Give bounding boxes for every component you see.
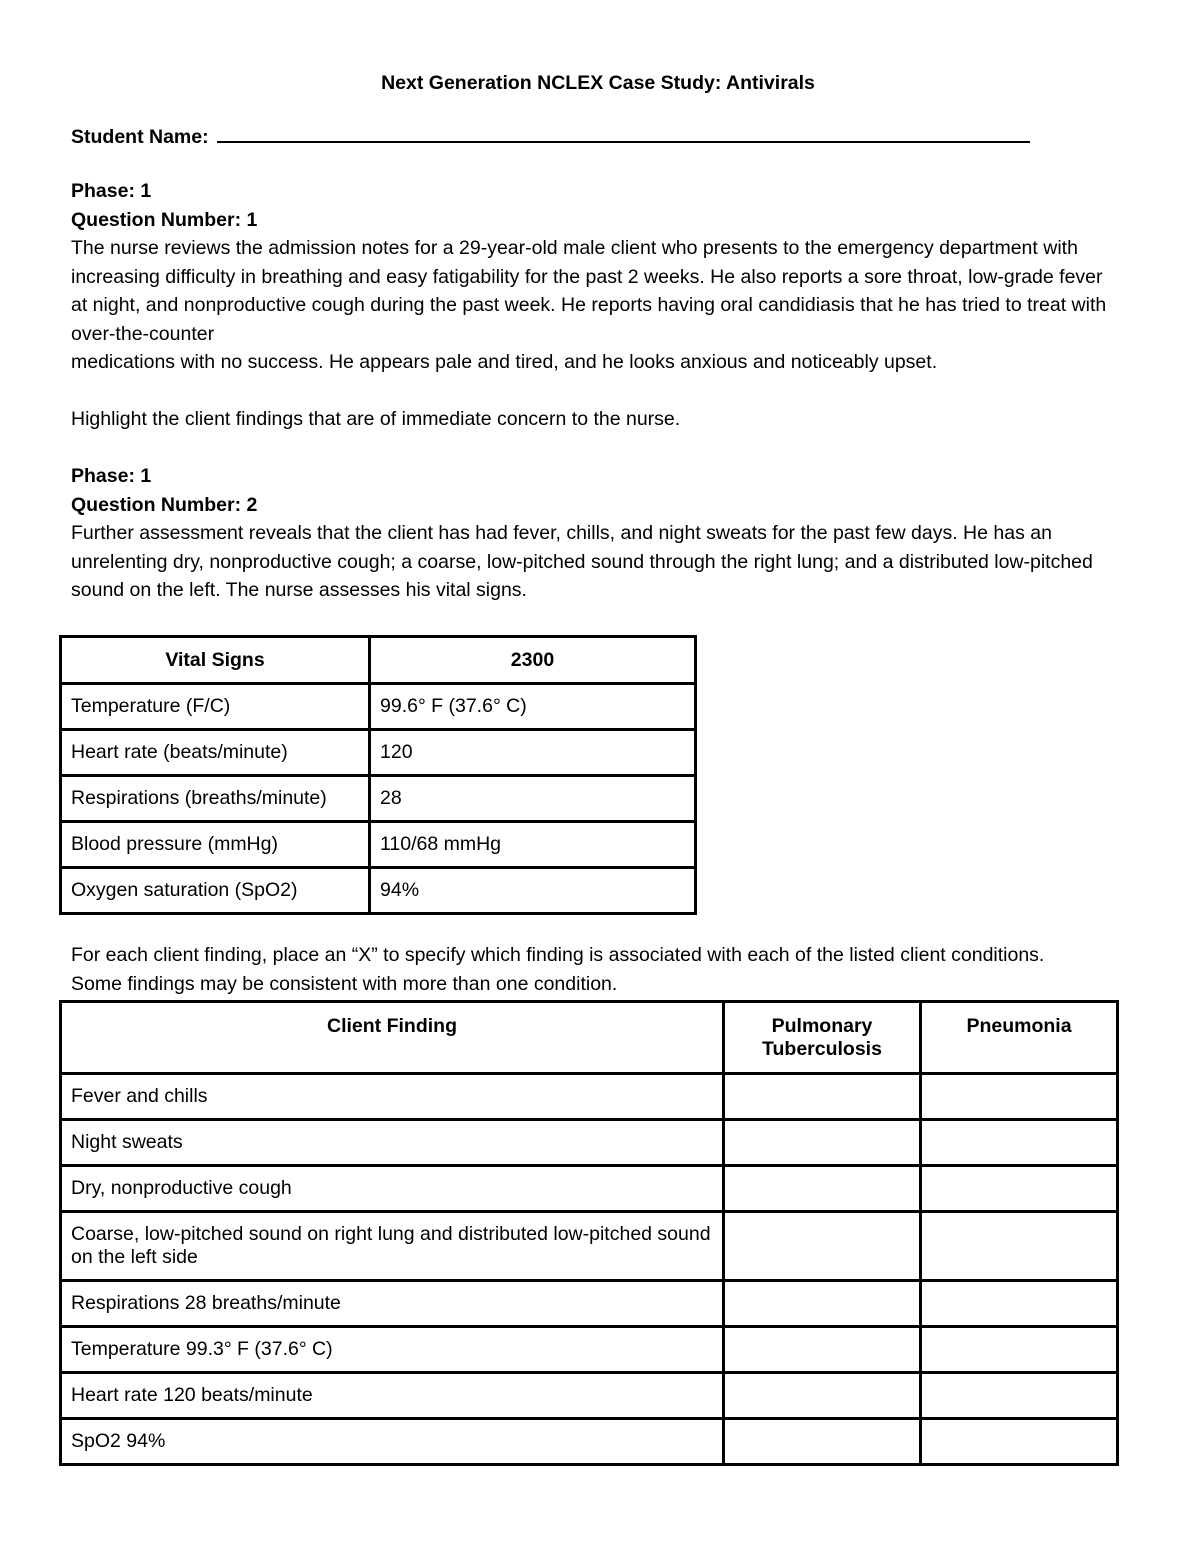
vital-label: Respirations (breaths/minute) [61,776,370,822]
table-row [61,1120,1118,1166]
finding-label: Respirations 28 breaths/minute [61,1281,724,1327]
question-1-section [71,177,1131,434]
finding-label: Coarse, low-pitched sound on right lung and distributed low-pitched sound on the left side [61,1212,724,1281]
table-row [61,1327,1118,1373]
tuberculosis-mark-cell[interactable] [724,1120,921,1166]
finding-label: Heart rate 120 beats/minute [61,1373,724,1419]
column-header-pneumonia: Pneumonia [921,1002,1118,1074]
tuberculosis-mark-cell[interactable] [724,1373,921,1419]
q1-instruction: Highlight the client findings that are of immediate concern to the nurse. [71,408,681,430]
vital-label: Oxygen saturation (SpO2) [61,868,370,914]
tuberculosis-mark-cell[interactable] [724,1419,921,1465]
vital-value: 110/68 mmHg [370,822,696,868]
table-header-row [61,637,696,684]
table-row [61,684,696,730]
finding-label: Fever and chills [61,1074,724,1120]
column-header: Vital Signs [61,637,370,684]
table-row [61,1419,1118,1465]
pneumonia-mark-cell[interactable] [921,1166,1118,1212]
table-row [61,1281,1118,1327]
vital-value: 120 [370,730,696,776]
student-name-row [71,124,1030,149]
vital-signs-table [59,635,697,915]
vital-value: 28 [370,776,696,822]
table-row [61,1212,1118,1281]
tuberculosis-mark-cell[interactable] [724,1166,921,1212]
page-title: Next Generation NCLEX Case Study: Antivirals [381,72,815,94]
client-findings-table [59,1000,1119,1466]
pneumonia-mark-cell[interactable] [921,1074,1118,1120]
table-header-row [61,1002,1118,1074]
pneumonia-mark-cell[interactable] [921,1373,1118,1419]
pneumonia-mark-cell[interactable] [921,1419,1118,1465]
pneumonia-mark-cell[interactable] [921,1281,1118,1327]
q2-instruction: For each client finding, place an “X” to specify which finding is associated with each of the listed client conditions. Some findings may be consistent with more than one condition. [71,944,1045,995]
q1-phase: Phase: 1 [71,180,152,202]
pneumonia-mark-cell[interactable] [921,1120,1118,1166]
vital-label: Heart rate (beats/minute) [61,730,370,776]
finding-label: Temperature 99.3° F (37.6° C) [61,1327,724,1373]
tuberculosis-mark-cell[interactable] [724,1074,921,1120]
vital-value: 99.6° F (37.6° C) [370,684,696,730]
vital-label: Temperature (F/C) [61,684,370,730]
q2-phase: Phase: 1 [71,465,152,487]
finding-label: SpO2 94% [61,1419,724,1465]
q1-question-number: Question Number: 1 [71,208,258,231]
q1-narrative: The nurse reviews the admission notes for a 29-year-old male client who presents to the emergency department with increasing difficulty in breathing and easy fatigability for the past 2 weeks. He also reports a sore throat, low-grade fever at night, and nonproductive cough during the past week. He reports having oral candidiasis that he has tried to treat with over-the-counter [71,237,1107,345]
student-name-label: Student Name: [71,126,209,148]
column-header-client-finding: Client Finding [61,1002,724,1074]
table-row [61,822,696,868]
student-name-field[interactable] [217,124,1030,143]
q2-question-number: Question Number: 2 [71,493,258,516]
tuberculosis-mark-cell[interactable] [724,1327,921,1373]
finding-label: Night sweats [61,1120,724,1166]
table-row [61,1373,1118,1419]
table-row [61,1074,1118,1120]
finding-label: Dry, nonproductive cough [61,1166,724,1212]
question-2-section [71,462,1131,605]
tuberculosis-mark-cell[interactable] [724,1212,921,1281]
column-header-pulmonary-tuberculosis: Pulmonary Tuberculosis [724,1002,921,1074]
table-row [61,776,696,822]
vital-label: Blood pressure (mmHg) [61,822,370,868]
table-row [61,868,696,914]
q1-narrative-continued: medications with no success. He appears pale and tired, and he looks anxious and noticeably upset. [71,351,938,373]
pneumonia-mark-cell[interactable] [921,1212,1118,1281]
tuberculosis-mark-cell[interactable] [724,1281,921,1327]
q2-narrative: Further assessment reveals that the client has had fever, chills, and night sweats for the past few days. He has an unrelenting dry, nonproductive cough; a coarse, low-pitched sound through the right lung; and a distributed low-pitched sound on the left. The nurse assesses his vital signs. [71,522,1093,601]
table-row [61,1166,1118,1212]
q2-instruction-block [71,941,1131,998]
vital-value: 94% [370,868,696,914]
table-row [61,730,696,776]
pneumonia-mark-cell[interactable] [921,1327,1118,1373]
column-header: 2300 [370,637,696,684]
